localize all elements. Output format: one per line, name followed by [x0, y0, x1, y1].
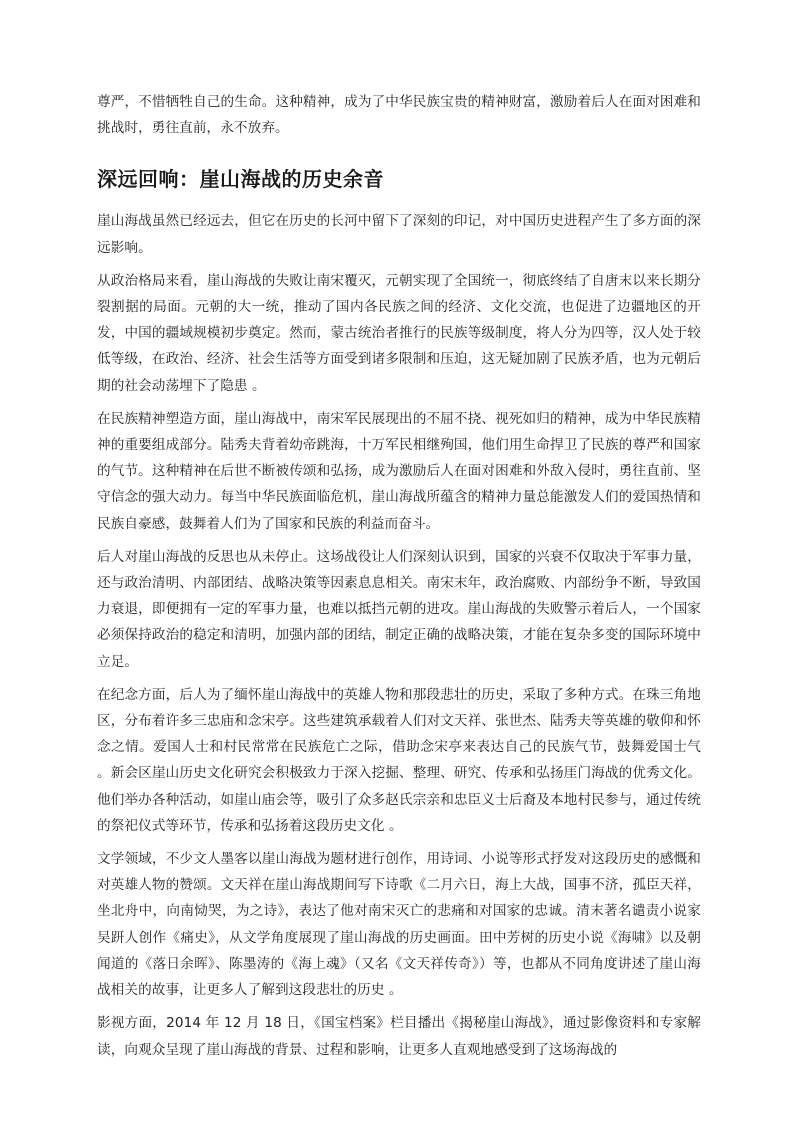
paragraph-film-tv: 影视方面，2014 年 12 月 18 日，《国宝档案》栏目播出《揭秘崖山海战》，通过影像资料和专家解读，向观众呈现了崖山海战的背景、过程和影响，让更多人直观地感受到了这场海战的 [97, 1015, 701, 1058]
paragraph-literature: 文学领域，不少文人墨客以崖山海战为题材进行创作，用诗词、小说等形式抒发对这段历史的感慨和对英雄人物的赞颂。文天祥在崖山海战期间写下诗歌《二月六日，海上大战，国事不济，孤臣天祥，坐北舟中，向南恸哭，为之诗》，表达了他对南宋灭亡的悲痛和对国家的忠诚。清末著名谴责小说家吴趼人创作《痛史》，从文学角度展现了崖山海战的历史画面。田中芳树的历史小说《海啸》以及朝闻道的《落日余晖》、陈墨涛的《海上魂》（又名《文天祥传奇》）等，也都从不同角度讲述了崖山海战相关的故事，让更多人了解到这段悲壮的历史 。 [97, 851, 701, 999]
paragraph-commemoration: 在纪念方面，后人为了缅怀崖山海战中的英雄人物和那段悲壮的历史，采取了多种方式。在珠三角地区，分布着许多三忠庙和念宋亭。这些建筑承载着人们对文天祥、张世杰、陆秀夫等英雄的敬仰和怀念之情。爱国人士和村民常常在民族危亡之际，借助念宋亭来表达自己的民族气节，鼓舞爱国士气 。新会区崖山历史文化研究会积极致力于深入挖掘、整理、研究、传承和弘扬厓门海战的优秀文化。他们举办各种活动，如崖山庙会等，吸引了众多赵氏宗亲和忠臣义士后裔及本地村民参与，通过传统的祭祀仪式等环节，传承和弘扬着这段历史文化 。 [97, 686, 701, 834]
paragraph-reflection: 后人对崖山海战的反思也从未停止。这场战役让人们深刻认识到，国家的兴衰不仅取决于军事力量，还与政治清明、内部团结、战略决策等因素息息相关。南宋末年，政治腐败、内部纷争不断，导致国力衰退，即便拥有一定的军事力量，也难以抵挡元朝的进攻。崖山海战的失败警示着后人，一个国家必须保持政治的稳定和清明，加强内部的团结，制定正确的战略决策，才能在复杂多变的国际环境中立足。 [97, 548, 701, 670]
paragraph-national-spirit: 在民族精神塑造方面，崖山海战中，南宋军民展现出的不屈不挠、视死如归的精神，成为中华民族精神的重要组成部分。陆秀夫背着幼帝跳海，十万军民相继殉国，他们用生命捍卫了民族的尊严和国家的气节。这种精神在后世不断被传颂和弘扬，成为激励后人在面对困难和外敌入侵时，勇往直前、坚守信念的强大动力。每当中华民族面临危机，崖山海战所蕴含的精神力量总能激发人们的爱国热情和民族自豪感，鼓舞着人们为了国家和民族的利益而奋斗。 [97, 410, 701, 532]
section-heading: 深远回响：崖山海战的历史余音 [97, 167, 384, 192]
document-page [97, 89, 701, 1070]
paragraph-political: 从政治格局来看，崖山海战的失败让南宋覆灭，元朝实现了全国统一，彻底终结了自唐末以来长期分裂割据的局面。元朝的大一统，推动了国内各民族之间的经济、文化交流，也促进了边疆地区的开发，中国的疆域规模初步奠定。然而，蒙古统治者推行的民族等级制度，将人分为四等，汉人处于较低等级，在政治、经济、社会生活等方面受到诸多限制和压迫，这无疑加剧了民族矛盾，也为元朝后期的社会动荡埋下了隐患 。 [97, 272, 701, 394]
paragraph-overview: 崖山海战虽然已经远去，但它在历史的长河中留下了深刻的印记，对中国历史进程产生了多方面的深远影响。 [97, 213, 701, 256]
intro-paragraph: 尊严，不惜牺牲自己的生命。这种精神，成为了中华民族宝贵的精神财富，激励着后人在面对困难和挑战时，勇往直前，永不放弃。 [97, 94, 701, 137]
